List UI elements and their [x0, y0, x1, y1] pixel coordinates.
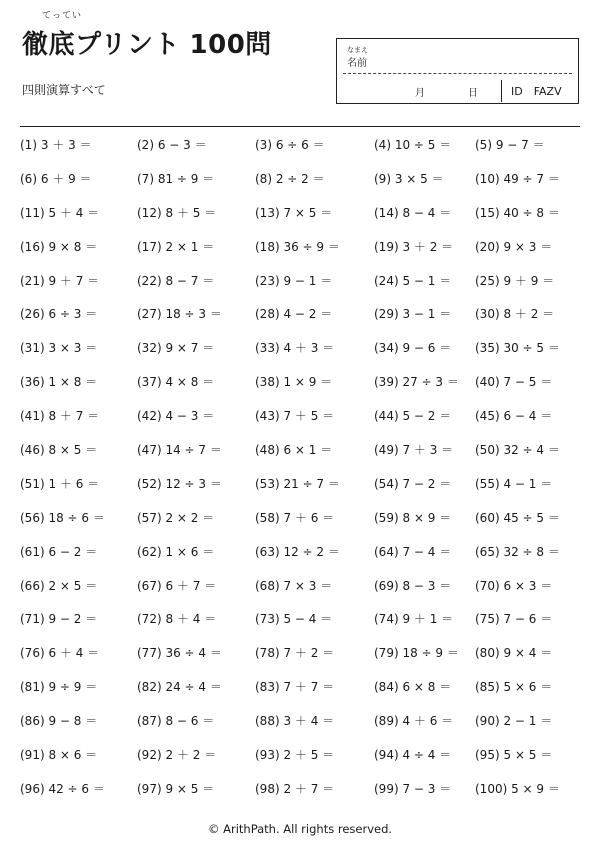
problem-item: (17) 2 × 1 ＝	[137, 239, 215, 254]
problem-item: (39) 27 ÷ 3 ＝	[374, 375, 459, 390]
problem-item: (93) 2 ＋ 5 ＝	[255, 748, 335, 763]
problem-item: (11) 5 ＋ 4 ＝	[20, 205, 100, 220]
problem-item: (69) 8 − 3 ＝	[374, 578, 452, 593]
problem-row	[20, 507, 580, 541]
problem-item: (46) 8 × 5 ＝	[20, 443, 98, 458]
problem-item: (57) 2 × 2 ＝	[137, 510, 215, 525]
problem-item: (55) 4 − 1 ＝	[475, 476, 553, 491]
problem-item: (48) 6 × 1 ＝	[255, 443, 333, 458]
problem-item: (25) 9 ＋ 9 ＝	[475, 273, 555, 288]
problem-item: (4) 10 ÷ 5 ＝	[374, 138, 452, 152]
problem-row	[20, 270, 580, 304]
problem-row	[20, 676, 580, 710]
problem-item: (75) 7 − 6 ＝	[475, 612, 553, 627]
problem-item: (61) 6 − 2 ＝	[20, 544, 98, 559]
problem-item: (19) 3 ＋ 2 ＝	[374, 239, 454, 254]
problem-item: (98) 2 ＋ 7 ＝	[255, 781, 335, 796]
problem-row	[20, 710, 580, 744]
problem-item: (43) 7 ＋ 5 ＝	[255, 409, 335, 424]
problem-item: (72) 8 ＋ 4 ＝	[137, 612, 217, 627]
problem-row	[20, 439, 580, 473]
problem-item: (53) 21 ÷ 7 ＝	[255, 476, 340, 491]
problem-item: (66) 2 × 5 ＝	[20, 578, 98, 593]
problem-item: (81) 9 ÷ 9 ＝	[20, 680, 98, 695]
problem-item: (51) 1 ＋ 6 ＝	[20, 476, 100, 491]
problem-row	[20, 541, 580, 575]
problem-item: (30) 8 ＋ 2 ＝	[475, 307, 555, 322]
problem-item: (26) 6 ÷ 3 ＝	[20, 307, 98, 322]
problem-item: (37) 4 × 8 ＝	[137, 375, 215, 390]
copyright-footer: © ArithPath. All rights reserved.	[207, 822, 393, 836]
name-divider	[343, 73, 572, 74]
name-label: 名前	[347, 58, 367, 69]
problem-item: (49) 7 ＋ 3 ＝	[374, 443, 454, 458]
problem-row	[20, 575, 580, 609]
problem-item: (67) 6 ＋ 7 ＝	[137, 578, 217, 593]
worksheet-id: ID FAZV	[511, 85, 562, 98]
problem-item: (44) 5 − 2 ＝	[374, 409, 452, 424]
problem-item: (65) 32 ÷ 8 ＝	[475, 544, 560, 559]
problem-row	[20, 202, 580, 236]
problem-item: (83) 7 ＋ 7 ＝	[255, 680, 335, 695]
day-label: 日	[468, 88, 478, 99]
problem-row	[20, 778, 580, 812]
problem-item: (41) 8 ＋ 7 ＝	[20, 409, 100, 424]
problem-item: (32) 9 × 7 ＝	[137, 341, 215, 356]
problem-item: (38) 1 × 9 ＝	[255, 375, 333, 390]
problem-item: (78) 7 ＋ 2 ＝	[255, 646, 335, 661]
problem-item: (76) 6 ＋ 4 ＝	[20, 646, 100, 661]
id-separator	[501, 80, 502, 102]
problem-item: (35) 30 ÷ 5 ＝	[475, 341, 560, 356]
problem-item: (10) 49 ÷ 7 ＝	[475, 171, 560, 186]
problem-item: (9) 3 × 5 ＝	[374, 171, 444, 186]
problem-item: (20) 9 × 3 ＝	[475, 239, 553, 254]
problem-item: (50) 32 ÷ 4 ＝	[475, 443, 560, 458]
problem-item: (89) 4 ＋ 6 ＝	[374, 714, 454, 729]
problem-item: (79) 18 ÷ 9 ＝	[374, 646, 459, 661]
problem-item: (92) 2 ＋ 2 ＝	[137, 748, 217, 763]
problem-item: (84) 6 × 8 ＝	[374, 680, 452, 695]
problem-item: (85) 5 × 6 ＝	[475, 680, 553, 695]
header-rule	[20, 126, 580, 127]
problem-item: (95) 5 × 5 ＝	[475, 748, 553, 763]
problem-item: (34) 9 − 6 ＝	[374, 341, 452, 356]
problem-row	[20, 744, 580, 778]
problem-item: (68) 7 × 3 ＝	[255, 578, 333, 593]
problem-item: (28) 4 − 2 ＝	[255, 307, 333, 322]
problem-item: (29) 3 − 1 ＝	[374, 307, 452, 322]
problem-item: (45) 6 − 4 ＝	[475, 409, 553, 424]
problem-row	[20, 168, 580, 202]
problem-item: (91) 8 × 6 ＝	[20, 748, 98, 763]
problem-item: (74) 9 ＋ 1 ＝	[374, 612, 454, 627]
month-label: 月	[415, 88, 425, 99]
problem-item: (71) 9 − 2 ＝	[20, 612, 98, 627]
problem-item: (2) 6 − 3 ＝	[137, 138, 207, 152]
problem-item: (5) 9 − 7 ＝	[475, 138, 545, 152]
problem-row	[20, 236, 580, 270]
problem-row	[20, 371, 580, 405]
problem-item: (80) 9 × 4 ＝	[475, 646, 553, 661]
problem-item: (1) 3 ＋ 3 ＝	[20, 138, 92, 152]
problem-item: (16) 9 × 8 ＝	[20, 239, 98, 254]
page-subtitle: 四則演算すべて	[22, 83, 106, 97]
problem-item: (87) 8 − 6 ＝	[137, 714, 215, 729]
problem-item: (54) 7 − 2 ＝	[374, 476, 452, 491]
problem-item: (64) 7 − 4 ＝	[374, 544, 452, 559]
problem-item: (23) 9 − 1 ＝	[255, 273, 333, 288]
problem-item: (56) 18 ÷ 6 ＝	[20, 510, 105, 525]
title-block	[22, 11, 272, 61]
title-ruby: てってい	[42, 11, 83, 21]
problem-item: (47) 14 ÷ 7 ＝	[137, 443, 222, 458]
problem-item: (42) 4 − 3 ＝	[137, 409, 215, 424]
problem-item: (100) 5 × 9 ＝	[475, 781, 560, 796]
problem-item: (33) 4 ＋ 3 ＝	[255, 341, 335, 356]
problem-item: (31) 3 × 3 ＝	[20, 341, 98, 356]
problem-item: (77) 36 ÷ 4 ＝	[137, 646, 222, 661]
problem-item: (73) 5 − 4 ＝	[255, 612, 333, 627]
problem-row	[20, 642, 580, 676]
problem-item: (15) 40 ÷ 8 ＝	[475, 205, 560, 220]
problem-item: (96) 42 ÷ 6 ＝	[20, 781, 105, 796]
problem-row	[20, 405, 580, 439]
problem-item: (7) 81 ÷ 9 ＝	[137, 171, 215, 186]
problem-item: (21) 9 ＋ 7 ＝	[20, 273, 100, 288]
problem-item: (12) 8 ＋ 5 ＝	[137, 205, 217, 220]
problem-item: (88) 3 ＋ 4 ＝	[255, 714, 335, 729]
problem-row	[20, 303, 580, 337]
problem-item: (82) 24 ÷ 4 ＝	[137, 680, 222, 695]
problem-item: (58) 7 ＋ 6 ＝	[255, 510, 335, 525]
problem-item: (70) 6 × 3 ＝	[475, 578, 553, 593]
problem-item: (62) 1 × 6 ＝	[137, 544, 215, 559]
problem-row	[20, 608, 580, 642]
problem-item: (24) 5 − 1 ＝	[374, 273, 452, 288]
problem-item: (22) 8 − 7 ＝	[137, 273, 215, 288]
problem-item: (14) 8 − 4 ＝	[374, 205, 452, 220]
problem-item: (18) 36 ÷ 9 ＝	[255, 239, 340, 254]
problem-item: (90) 2 − 1 ＝	[475, 714, 553, 729]
problem-item: (6) 6 ＋ 9 ＝	[20, 171, 92, 186]
problem-item: (60) 45 ÷ 5 ＝	[475, 510, 560, 525]
problem-item: (94) 4 ÷ 4 ＝	[374, 748, 452, 763]
problem-item: (99) 7 − 3 ＝	[374, 781, 452, 796]
name-date-box	[336, 38, 579, 104]
problem-item: (97) 9 × 5 ＝	[137, 781, 215, 796]
problem-item: (27) 18 ÷ 3 ＝	[137, 307, 222, 322]
problem-item: (59) 8 × 9 ＝	[374, 510, 452, 525]
problem-row	[20, 134, 580, 168]
problem-row	[20, 337, 580, 371]
problem-item: (52) 12 ÷ 3 ＝	[137, 476, 222, 491]
problem-grid	[20, 134, 580, 812]
problem-item: (40) 7 − 5 ＝	[475, 375, 553, 390]
page-title: 徹底プリント 100問	[22, 30, 272, 60]
problem-item: (3) 6 ÷ 6 ＝	[255, 138, 325, 152]
problem-item: (8) 2 ÷ 2 ＝	[255, 171, 325, 186]
problem-item: (36) 1 × 8 ＝	[20, 375, 98, 390]
problem-item: (13) 7 × 5 ＝	[255, 205, 333, 220]
name-ruby: なまえ	[347, 46, 368, 54]
problem-item: (63) 12 ÷ 2 ＝	[255, 544, 340, 559]
problem-row	[20, 473, 580, 507]
problem-item: (86) 9 − 8 ＝	[20, 714, 98, 729]
